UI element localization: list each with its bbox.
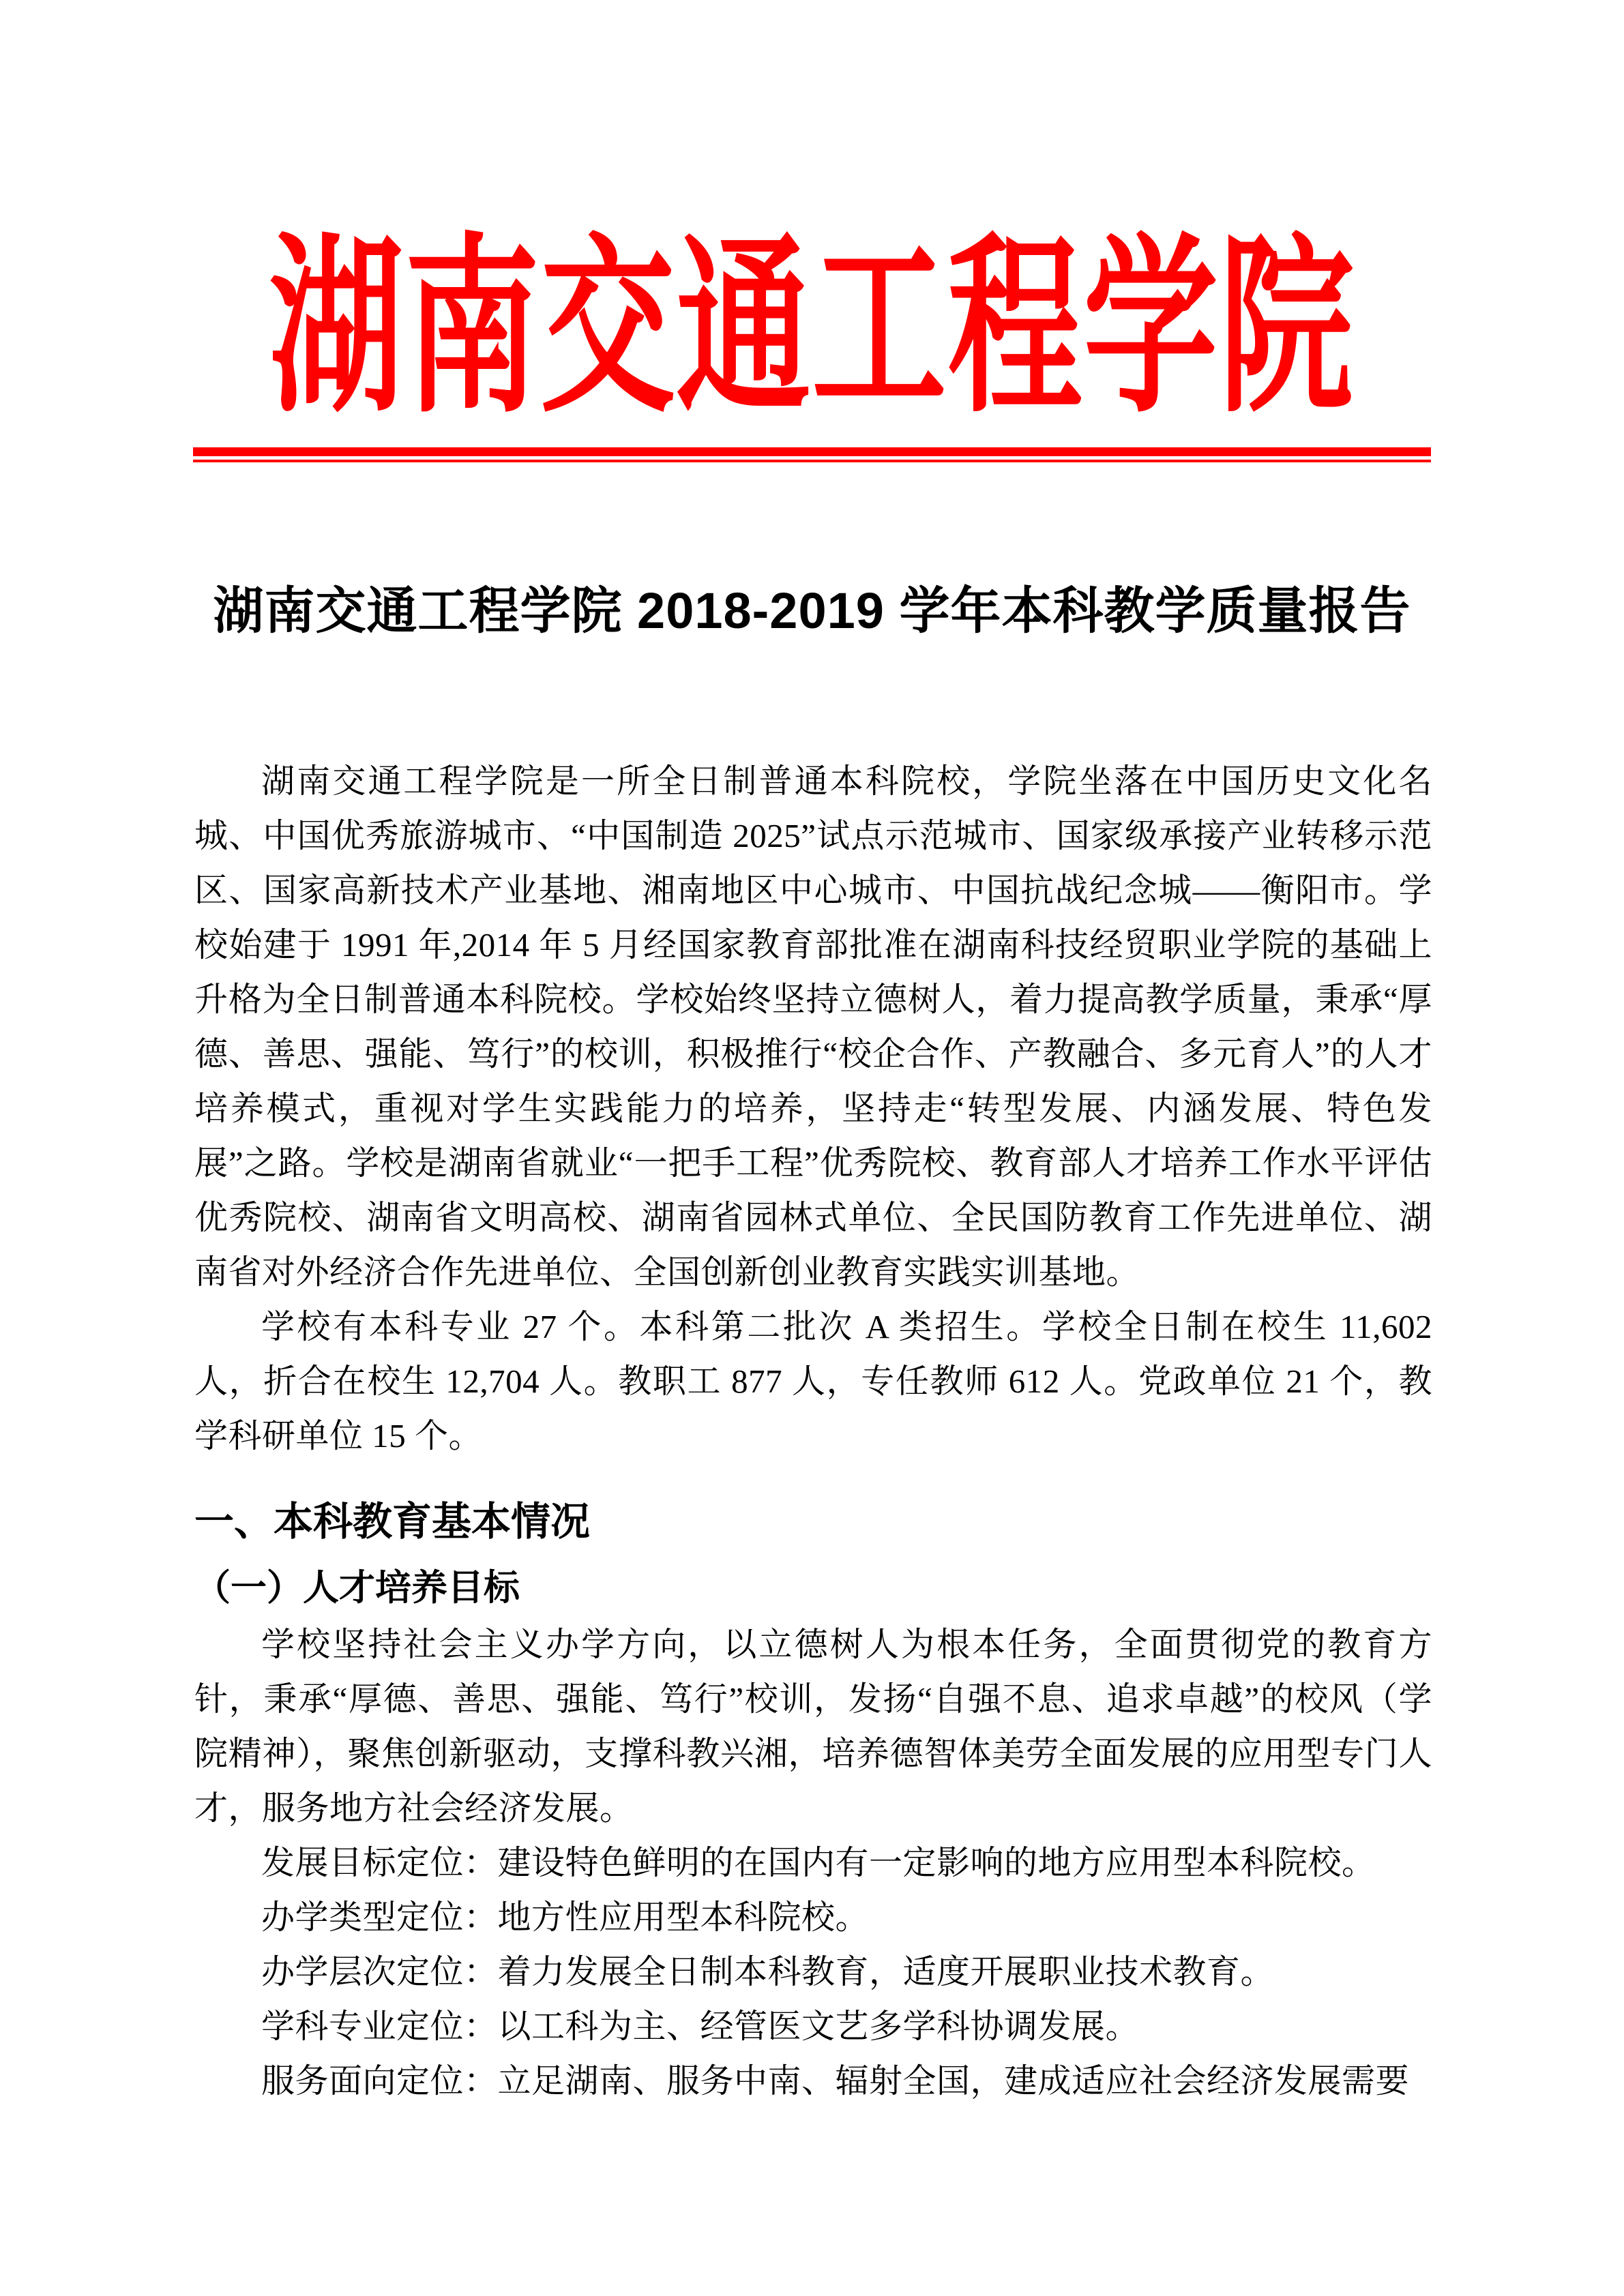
talent-training-goal-paragraph: 学校坚持社会主义办学方向，以立德树人为根本任务，全面贯彻党的教育方针，秉承“厚德、善思、强能、笃行”校训，发扬“自强不息、追求卓越”的校风（学院精神），聚焦创新驱动，支撑科教兴湘，培养德智体美劳全面发展的应用型专门人才，服务地方社会经济发展。 <box>194 1626 1432 1827</box>
intro-paragraph-1: 湖南交通工程学院是一所全日制普通本科院校，学院坐落在中国历史文化名城、中国优秀旅游城市、“中国制造 2025”试点示范城市、国家级承接产业转移示范区、国家高新技术产业基地、湘南地区中心城市、中国抗战纪念城——衡阳市。学校始建于 1991 年,2014 年 5 月经国家教育部批准在湖南科技经贸职业学院的基础上升格为全日制普通本科院校。学校始终坚持立德树人，着力提高教学质量，秉承“厚德、善思、强能、笃行”的校训，积极推行“校企合作、产教融合、多元育人”的人才培养模式，重视对学生实践能力的培养，坚持走“转型发展、内涵发展、特色发展”之路。学校是湖南省就业“一把手工程”优秀院校、教育部人才培养工作水平评估优秀院校、湖南省文明高校、湖南省园林式单位、全民国防教育工作先进单位、湖南省对外经济合作先进单位、全国创新创业教育实践实训基地。 <box>194 762 1432 1291</box>
positioning-line-discipline: 学科专业定位：以工科为主、经管医文艺多学科协调发展。 <box>261 2008 1140 2045</box>
positioning-line-education-level: 办学层次定位：着力发展全日制本科教育，适度开展职业技术教育。 <box>261 1953 1275 1991</box>
positioning-line-school-type: 办学类型定位：地方性应用型本科院校。 <box>261 1898 870 1936</box>
positioning-line-development-goal: 发展目标定位：建设特色鲜明的在国内有一定影响的地方应用型本科院校。 <box>261 1844 1376 1881</box>
document-body <box>194 754 1432 2108</box>
intro-paragraph-2: 学校有本科专业 27 个。本科第二批次 A 类招生。学校全日制在校生 11,602 人，折合在校生 12,704 人。教职工 877 人，专任教师 612 人。党政单位 21 个，教学科研单位 15 个。 <box>194 1308 1432 1455</box>
letterhead-rule-thin <box>193 460 1431 462</box>
report-title: 湖南交通工程学院 2018-2019 学年本科教学质量报告 <box>213 582 1411 639</box>
subsection-heading-1-1: （一）人才培养目标 <box>194 1568 520 1608</box>
positioning-line-service-orientation: 服务面向定位：立足湖南、服务中南、辐射全国，建成适应社会经济发展需要 <box>261 2062 1410 2100</box>
letterhead-rule-thick <box>193 447 1431 456</box>
section-heading-1: 一、本科教育基本情况 <box>194 1500 591 1544</box>
school-letterhead-title <box>193 223 1431 435</box>
letterhead <box>0 223 1624 462</box>
school-name-text: 湖南交通工程学院 <box>269 223 1355 435</box>
